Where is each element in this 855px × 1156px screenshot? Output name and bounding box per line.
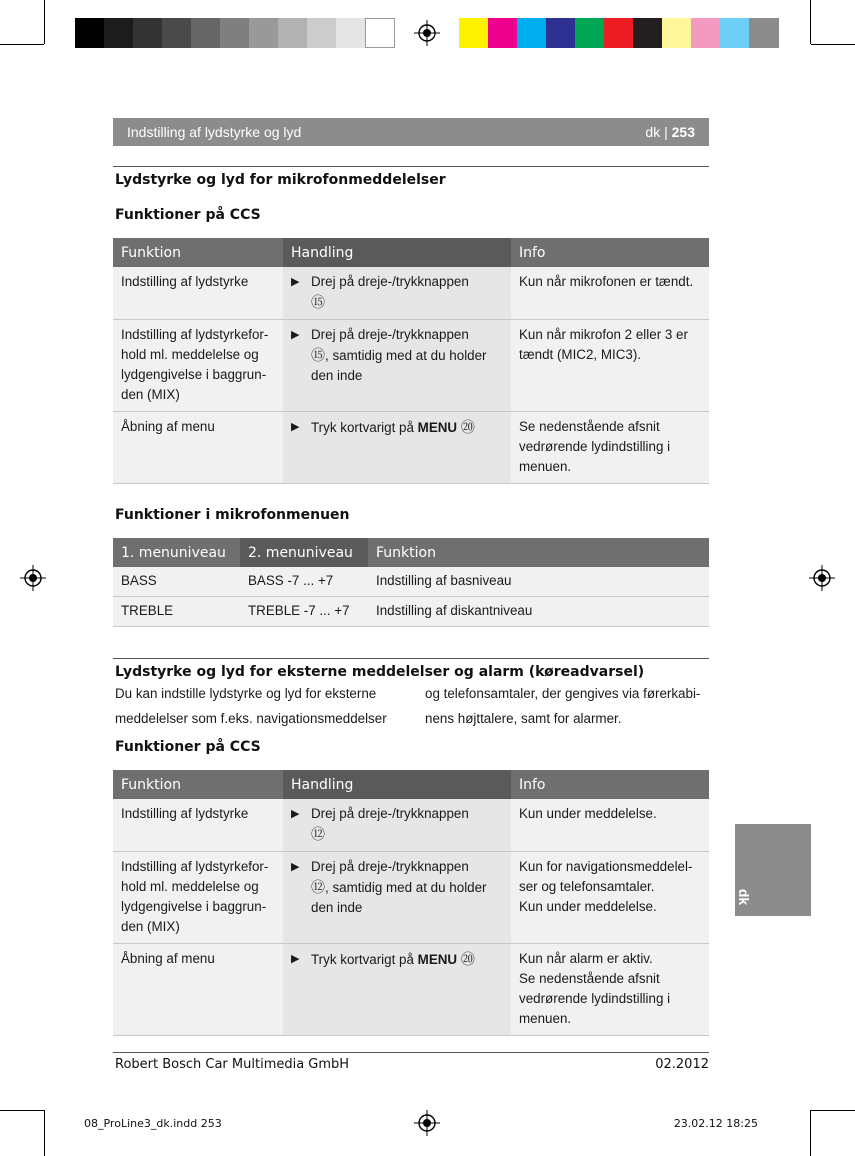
divider: [113, 658, 709, 659]
crop-mark: [811, 44, 855, 45]
table-header: Handling: [283, 770, 511, 799]
crop-mark: [811, 1110, 855, 1111]
crop-mark: [0, 1110, 44, 1111]
section-title: Lydstyrke og lyd for mikrofonmeddelelser: [115, 172, 446, 188]
knob-15-icon: ⑮: [311, 347, 325, 363]
crop-mark: [44, 1110, 45, 1156]
table-header: Funktion: [113, 770, 283, 799]
table-row: Indstilling af lydstyrke ▶ Drej på dreje-/trykknappen ⑮ Kun når mikrofonen er tændt.: [113, 267, 709, 320]
table-header: 1. menuniveau: [113, 538, 240, 567]
crop-mark: [810, 1110, 811, 1156]
paragraph: Du kan indstille lydstyrke og lyd for eksterne meddelelser som f.eks. navigationsmeddelser: [115, 686, 387, 726]
subsection-title: Funktioner på CCS: [115, 739, 261, 755]
subsection-title: Funktioner på CCS: [115, 207, 261, 223]
knob-12-icon: ⑫: [311, 879, 325, 895]
table-row: Åbning af menu ▶ Tryk kortvarigt på MENU ⑳ Se nedenstående afsnit vedrørende lydindstilling i menuen.: [113, 412, 709, 484]
arrow-right-icon: ▶: [291, 276, 300, 288]
divider: [113, 166, 709, 167]
arrow-right-icon: ▶: [291, 329, 300, 341]
registration-mark-icon: [414, 20, 440, 46]
page-header: [113, 118, 709, 146]
language-side-tab: dk: [735, 824, 811, 916]
slug-date: 23.02.12 18:25: [673, 1117, 758, 1130]
header-page-number: dk | 253: [645, 124, 695, 140]
table-row: Indstilling af lydstyrkefor-hold ml. meddelelse og lydgengivelse i baggrun-den (MIX) ▶ Drej på dreje-/trykknappen ⑫, samtidig med at du holder den inde Kun for navigationsmeddelel-ser og telefonsamtaler. Kun under meddelelse.: [113, 852, 709, 944]
footer-date: 02.2012: [655, 1057, 709, 1072]
registration-mark-icon: [20, 565, 46, 591]
paragraph: og telefonsamtaler, der gengives via førerkabi-nens højttalere, samt for alarmer.: [425, 686, 701, 726]
table-row: Åbning af menu ▶ Tryk kortvarigt på MENU ⑳ Kun når alarm er aktiv. Se nedenstående afsnit vedrørende lydindstilling i menuen.: [113, 944, 709, 1036]
table-row: BASS BASS -7 ... +7 Indstilling af basniveau: [113, 567, 709, 597]
ccs-functions-table-external: [113, 770, 709, 1036]
crop-mark: [0, 44, 44, 45]
table-row: TREBLE TREBLE -7 ... +7 Indstilling af diskantniveau: [113, 597, 709, 627]
ccs-functions-table: [113, 238, 709, 484]
menu-button-20-icon: ⑳: [460, 951, 475, 967]
table-header: Funktion: [113, 238, 283, 267]
table-header: Info: [511, 770, 709, 799]
arrow-right-icon: ▶: [291, 953, 300, 965]
knob-12-icon: ⑫: [311, 826, 325, 842]
menu-button-20-icon: ⑳: [460, 419, 475, 435]
crop-mark: [810, 0, 811, 44]
divider: [113, 1052, 709, 1053]
file-slug: 08_ProLine3_dk.indd 253: [84, 1117, 222, 1130]
header-section-title: Indstilling af lydstyrke og lyd: [127, 124, 302, 140]
subsection-title: Funktioner i mikrofonmenuen: [115, 507, 350, 523]
arrow-right-icon: ▶: [291, 808, 300, 820]
knob-15-icon: ⑮: [311, 294, 325, 310]
table-row: Indstilling af lydstyrkefor-hold ml. meddelelse og lydgengivelse i baggrun-den (MIX) ▶ Drej på dreje-/trykknappen ⑮, samtidig med at du holder den inde Kun når mikrofon 2 eller 3 er tændt (MIC2, MIC3).: [113, 320, 709, 412]
section-title: Lydstyrke og lyd for eksterne meddelelser og alarm (køreadvarsel): [115, 664, 645, 680]
table-header: Info: [511, 238, 709, 267]
footer-company: Robert Bosch Car Multimedia GmbH: [115, 1057, 350, 1072]
table-row: Indstilling af lydstyrke ▶ Drej på dreje-/trykknappen ⑫ Kun under meddelelse.: [113, 799, 709, 852]
table-header: Funktion: [368, 538, 709, 567]
crop-mark: [44, 0, 45, 44]
registration-mark-icon: [809, 565, 835, 591]
table-header: 2. menuniveau: [240, 538, 368, 567]
table-header: Handling: [283, 238, 511, 267]
arrow-right-icon: ▶: [291, 421, 300, 433]
registration-mark-icon: [414, 1110, 440, 1136]
arrow-right-icon: ▶: [291, 861, 300, 873]
mic-menu-table: [113, 538, 709, 627]
